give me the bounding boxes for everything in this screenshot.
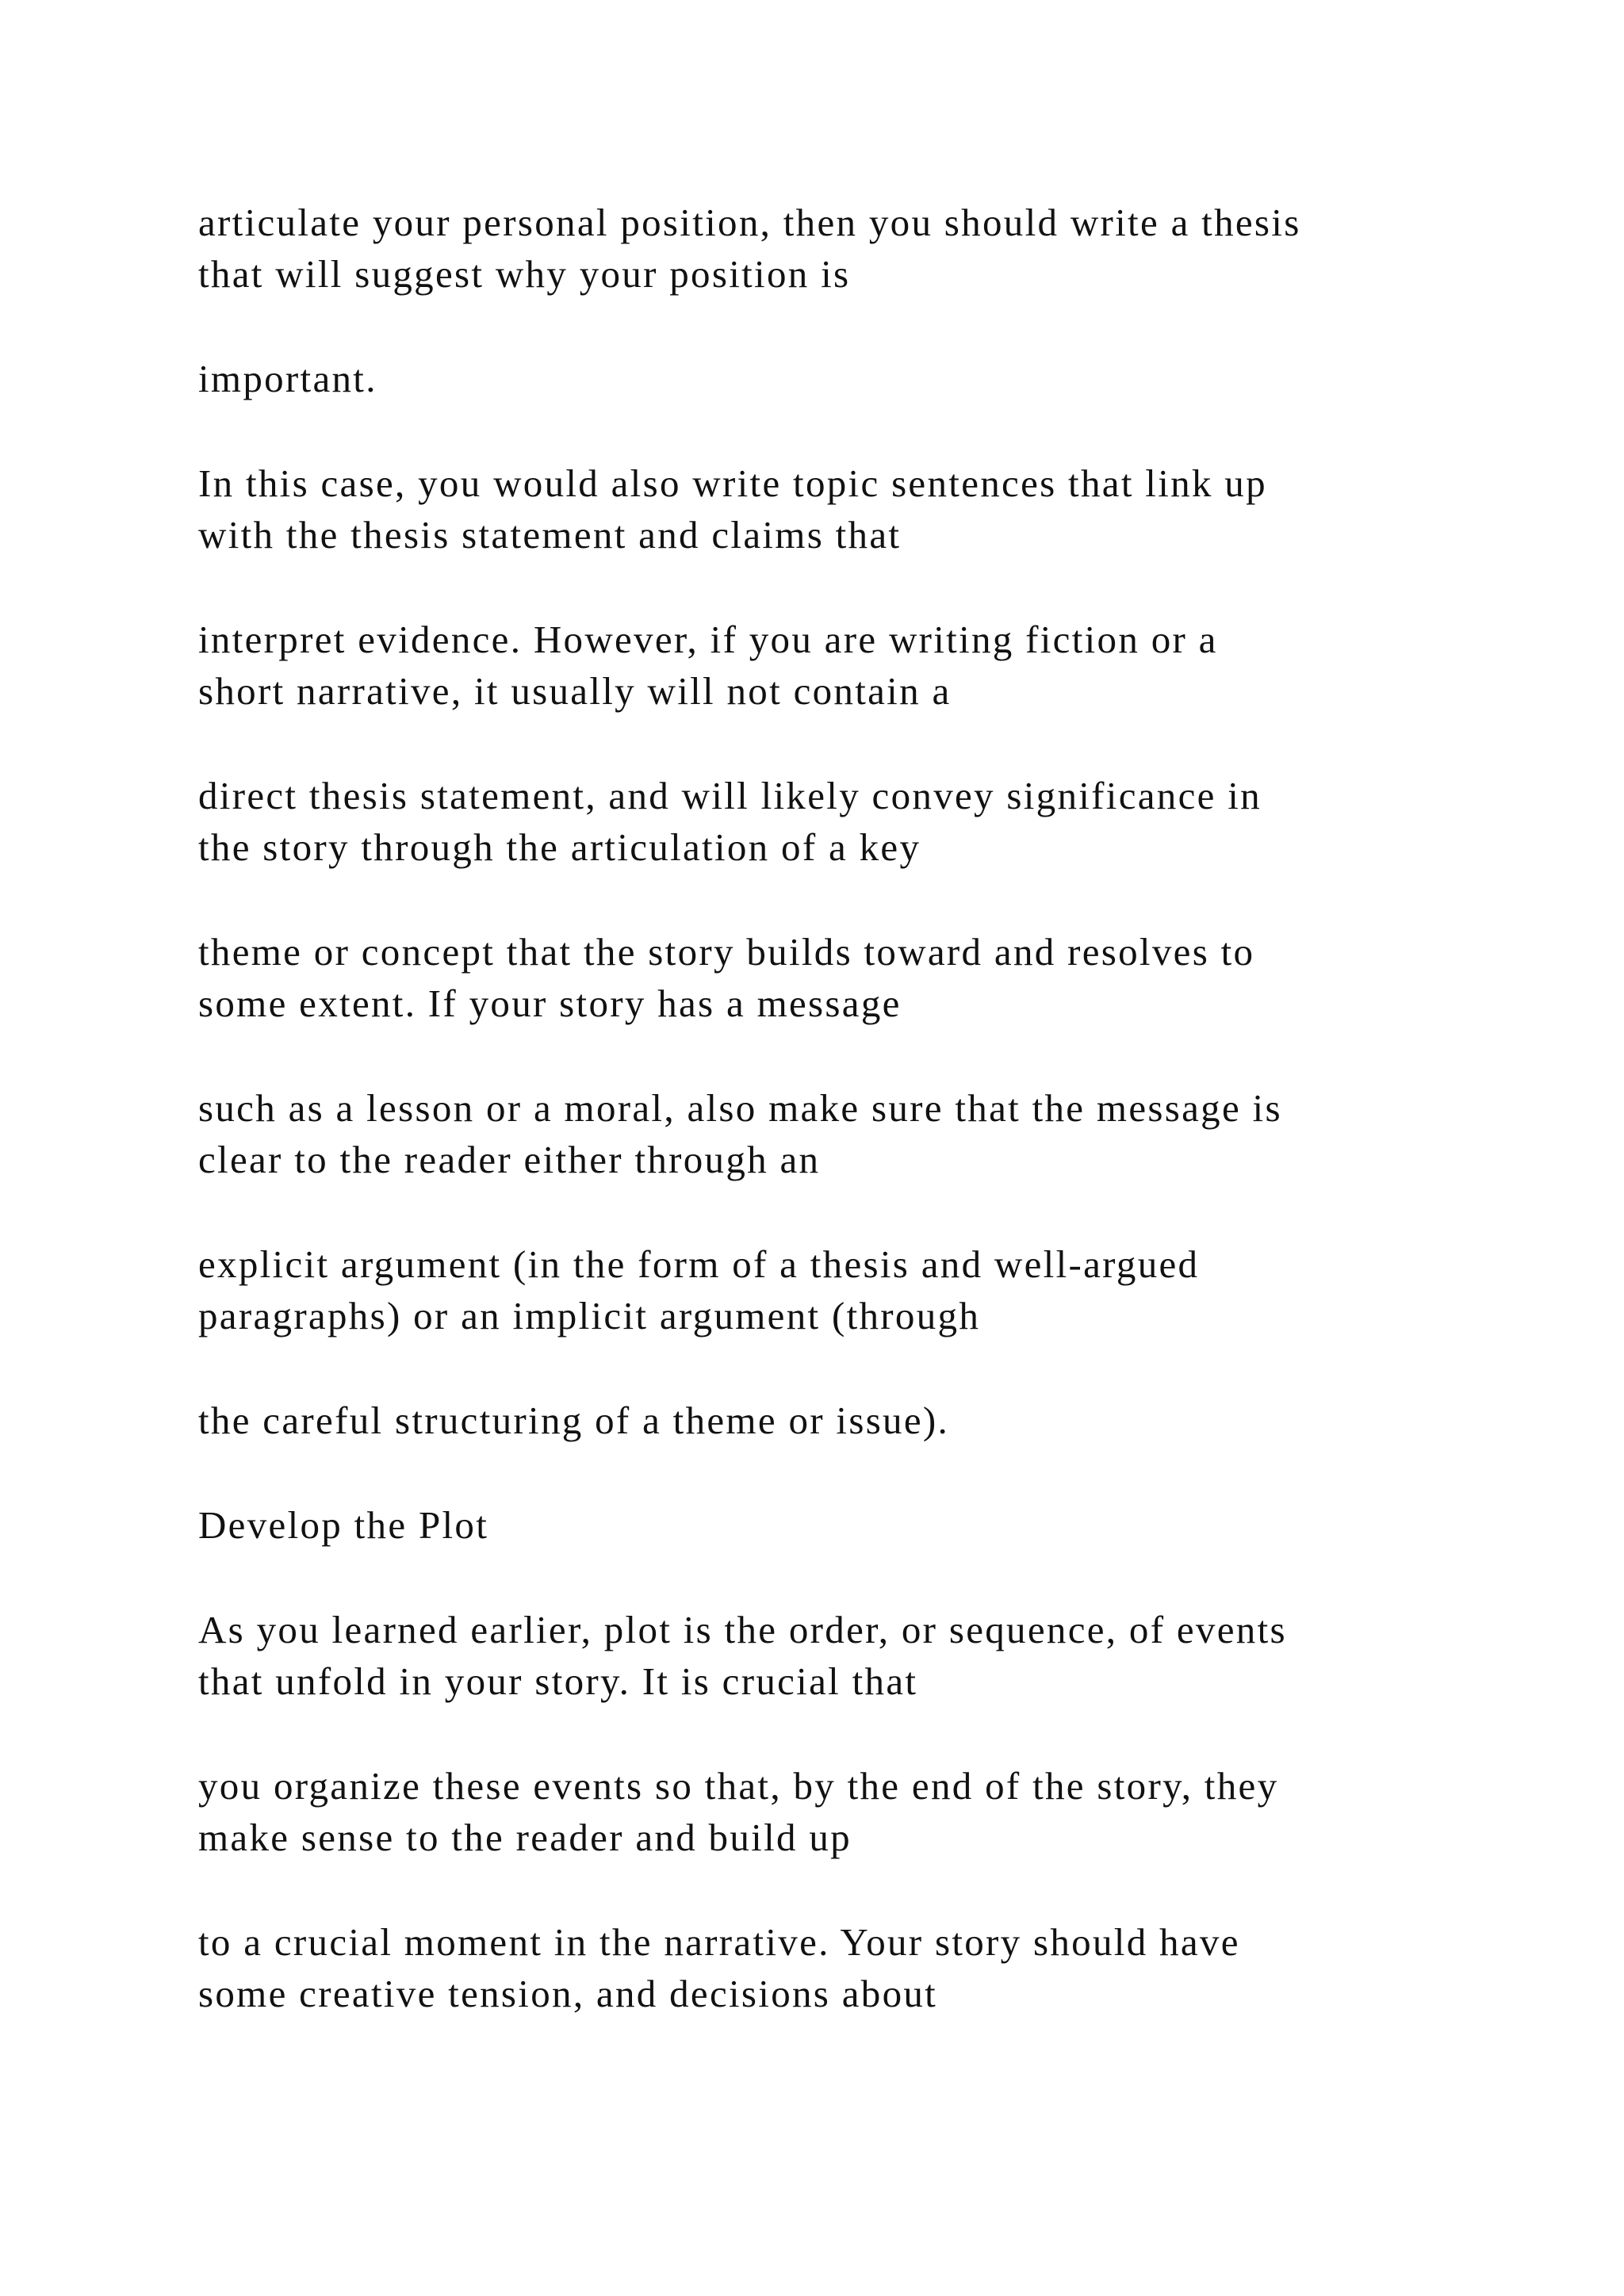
text-line: to a crucial moment in the narrative. Your story should have: [198, 1920, 1240, 1964]
text-line: the story through the articulation of a key: [198, 825, 921, 869]
paragraph: [198, 197, 1515, 300]
paragraph: [198, 1395, 1515, 1446]
text-line: some extent. If your story has a message: [198, 982, 902, 1025]
document-body: [198, 197, 1515, 2072]
text-line: that unfold in your story. It is crucial that: [198, 1659, 918, 1703]
section-heading: [198, 1499, 1515, 1551]
text-line: articulate your personal position, then you should write a thesis: [198, 201, 1301, 244]
text-line: short narrative, it usually will not contain a: [198, 669, 952, 713]
text-line: Develop the Plot: [198, 1503, 489, 1547]
paragraph: [198, 1760, 1515, 1863]
paragraph: [198, 1082, 1515, 1185]
text-line: theme or concept that the story builds toward and resolves to: [198, 930, 1255, 974]
text-line: As you learned earlier, plot is the order, or sequence, of events: [198, 1608, 1287, 1651]
text-line: such as a lesson or a moral, also make sure that the message is: [198, 1086, 1282, 1130]
text-line: direct thesis statement, and will likely convey significance in: [198, 774, 1262, 817]
text-line: interpret evidence. However, if you are writing fiction or a: [198, 618, 1218, 661]
paragraph: [198, 457, 1515, 561]
text-line: explicit argument (in the form of a thesis and well-argued: [198, 1242, 1200, 1286]
text-line: you organize these events so that, by the end of the story, they: [198, 1764, 1279, 1808]
paragraph: [198, 1238, 1515, 1341]
text-line: In this case, you would also write topic sentences that link up: [198, 461, 1267, 505]
text-line: clear to the reader either through an: [198, 1138, 821, 1181]
text-line: the careful structuring of a theme or issue).: [198, 1399, 950, 1442]
text-line: make sense to the reader and build up: [198, 1816, 852, 1859]
text-line: some creative tension, and decisions about: [198, 1972, 938, 2015]
text-line: paragraphs) or an implicit argument (through: [198, 1294, 981, 1337]
paragraph: [198, 1916, 1515, 2019]
paragraph: [198, 770, 1515, 873]
paragraph: [198, 1604, 1515, 1707]
paragraph: [198, 614, 1515, 717]
text-line: with the thesis statement and claims that: [198, 513, 902, 557]
text-line: important.: [198, 357, 377, 400]
text-line: that will suggest why your position is: [198, 252, 851, 296]
paragraph: [198, 926, 1515, 1029]
paragraph: [198, 353, 1515, 404]
